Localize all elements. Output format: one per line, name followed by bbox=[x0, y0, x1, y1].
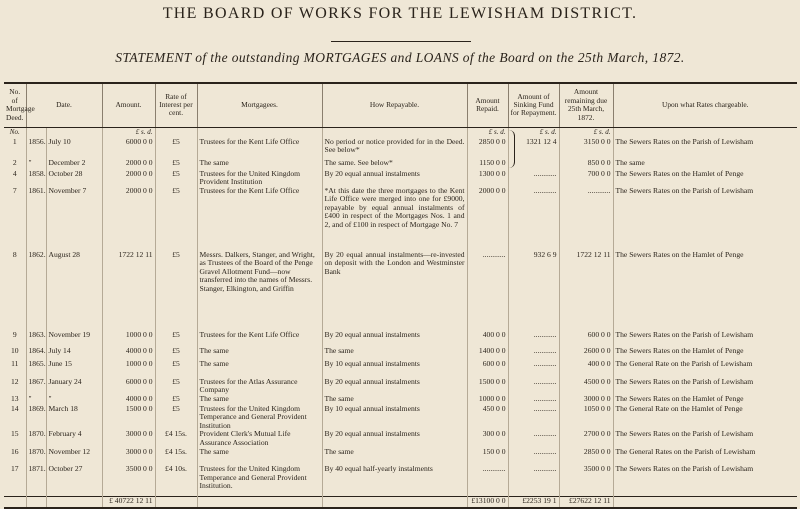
deed-date: December 2 bbox=[46, 159, 102, 170]
remaining-due: 700 0 0 bbox=[559, 170, 613, 187]
deed-number: 9 bbox=[12, 330, 17, 339]
mortgages-table bbox=[4, 82, 797, 509]
sinking-fund: ............ bbox=[508, 170, 559, 187]
amount-repaid: 600 0 0 bbox=[467, 360, 508, 378]
deed-year: 1863. bbox=[26, 331, 46, 347]
amount-repaid: 400 0 0 bbox=[467, 331, 508, 347]
remaining-due: 3150 0 0 bbox=[559, 138, 613, 159]
header-mortgagees: Mortgagees. bbox=[197, 83, 322, 127]
total-amount: £ 40722 12 11 bbox=[102, 496, 155, 508]
header-sinking-fund: Amount of Sinking Fund for Repayment. bbox=[508, 83, 559, 127]
mortgagees: Trustees for the United Kingdom Temperance and General Provident Institution. bbox=[197, 465, 322, 496]
deed-date: November 19 bbox=[46, 331, 102, 347]
deed-amount: 1000 0 0 bbox=[102, 331, 155, 347]
table-row bbox=[4, 405, 797, 431]
sinking-fund: ............ bbox=[508, 430, 559, 448]
mortgagees: Trustees for the Kent Life Office bbox=[197, 187, 322, 251]
deed-number: 15 bbox=[10, 430, 19, 438]
deed-date: " bbox=[46, 395, 102, 405]
how-repayable: By 20 equal annual instalments bbox=[322, 170, 467, 187]
amount-repaid: 1500 0 0 bbox=[467, 378, 508, 395]
rates-chargeable: The Sewers Rates on the Parish of Lewisham bbox=[613, 465, 797, 496]
deed-date: March 18 bbox=[46, 405, 102, 431]
rates-chargeable: The Sewers Rates on the Parish of Lewisham bbox=[613, 138, 797, 159]
deed-date: July 10 bbox=[46, 138, 102, 159]
rates-chargeable: The General Rate on the Hamlet of Penge bbox=[613, 405, 797, 431]
sinking-fund: ............ bbox=[508, 465, 559, 496]
rates-chargeable: The General Rate on the Parish of Lewisham bbox=[613, 360, 797, 378]
interest-rate: £5 bbox=[155, 378, 197, 395]
totals-row bbox=[4, 496, 797, 508]
total-remaining: £27622 12 11 bbox=[559, 496, 613, 508]
unit-remaining: £ s. d. bbox=[559, 127, 613, 138]
deed-date: August 28 bbox=[46, 251, 102, 331]
deed-date: February 4 bbox=[46, 430, 102, 448]
remaining-due: 1722 12 11 bbox=[559, 251, 613, 331]
interest-rate: £5 bbox=[155, 331, 197, 347]
table-row bbox=[4, 378, 797, 395]
title-divider bbox=[331, 41, 471, 42]
remaining-due: 400 0 0 bbox=[559, 360, 613, 378]
rates-chargeable: The Sewers Rates on the Parish of Lewisham bbox=[613, 331, 797, 347]
how-repayable: By 10 equal annual instalments bbox=[322, 405, 467, 431]
header-date: Date. bbox=[26, 83, 102, 127]
table-row bbox=[4, 187, 797, 251]
interest-rate: £5 bbox=[155, 395, 197, 405]
deed-year: " bbox=[26, 159, 46, 170]
rates-chargeable: The Sewers Rates on the Parish of Lewisham bbox=[613, 430, 797, 448]
rates-chargeable: The Sewers Rates on the Hamlet of Penge bbox=[613, 251, 797, 331]
how-repayable: By 20 equal annual instalments bbox=[322, 430, 467, 448]
interest-rate: £5 bbox=[155, 405, 197, 431]
deed-year: 1871. bbox=[26, 465, 46, 496]
table-row bbox=[4, 159, 797, 170]
deed-amount: 1000 0 0 bbox=[102, 360, 155, 378]
amount-repaid: 1400 0 0 bbox=[467, 347, 508, 360]
table-row bbox=[4, 430, 797, 448]
table-row bbox=[4, 448, 797, 465]
unit-no: No. bbox=[9, 127, 20, 136]
rates-chargeable: The Sewers Rates on the Hamlet of Penge bbox=[613, 170, 797, 187]
mortgagees: The same bbox=[197, 395, 322, 405]
amount-repaid: ............ bbox=[467, 251, 508, 331]
total-sinking: £2253 19 1 bbox=[508, 496, 559, 508]
deed-number: 12 bbox=[10, 377, 19, 386]
amount-repaid: 1000 0 0 bbox=[467, 395, 508, 405]
deed-year: 1870. bbox=[26, 448, 46, 465]
deed-date: June 15 bbox=[46, 360, 102, 378]
remaining-due: 1050 0 0 bbox=[559, 405, 613, 431]
table-row bbox=[4, 251, 797, 331]
sinking-fund-brace bbox=[509, 130, 515, 168]
remaining-due: 2700 0 0 bbox=[559, 430, 613, 448]
amount-repaid: 300 0 0 bbox=[467, 430, 508, 448]
interest-rate: £5 bbox=[155, 360, 197, 378]
deed-amount: 6000 0 0 bbox=[102, 138, 155, 159]
how-repayable: By 40 equal half-yearly instalments bbox=[322, 465, 467, 496]
sinking-fund: ............ bbox=[508, 360, 559, 378]
interest-rate: £4 15s. bbox=[155, 430, 197, 448]
deed-date: July 14 bbox=[46, 347, 102, 360]
remaining-due: ............ bbox=[559, 187, 613, 251]
sinking-fund: ............ bbox=[508, 347, 559, 360]
amount-repaid: ............ bbox=[467, 465, 508, 496]
sinking-fund: ............ bbox=[508, 187, 559, 251]
rates-chargeable: The Sewers Rates on the Hamlet of Penge bbox=[613, 395, 797, 405]
unit-repaid: £ s. d. bbox=[467, 127, 508, 138]
amount-repaid: 1150 0 0 bbox=[467, 159, 508, 170]
deed-amount: 4000 0 0 bbox=[102, 395, 155, 405]
interest-rate: £5 bbox=[155, 251, 197, 331]
remaining-due: 2850 0 0 bbox=[559, 448, 613, 465]
amount-repaid: 2000 0 0 bbox=[467, 187, 508, 251]
deed-year: 1870. bbox=[26, 430, 46, 448]
table-row bbox=[4, 360, 797, 378]
rates-chargeable: The same bbox=[613, 159, 797, 170]
deed-number: 13 bbox=[10, 394, 19, 403]
header-row bbox=[4, 83, 797, 127]
mortgagees: Provident Clerk's Mutual Life Assurance Association bbox=[197, 430, 322, 448]
sinking-fund: ............ bbox=[508, 378, 559, 395]
deed-amount: 1722 12 11 bbox=[102, 251, 155, 331]
deed-year: 1858. bbox=[26, 170, 46, 187]
interest-rate: £5 bbox=[155, 187, 197, 251]
deed-amount: 3000 0 0 bbox=[102, 448, 155, 465]
deed-year: 1869. bbox=[26, 405, 46, 431]
mortgagees: Trustees for the United Kingdom Temperance and General Provident Institution bbox=[197, 405, 322, 431]
sinking-fund bbox=[508, 159, 559, 170]
header-amount: Amount. bbox=[102, 83, 155, 127]
table-row bbox=[4, 138, 797, 159]
deed-amount: 2000 0 0 bbox=[102, 170, 155, 187]
deed-amount: 2000 0 0 bbox=[102, 187, 155, 251]
header-rates-chargeable: Upon what Rates chargeable. bbox=[613, 83, 797, 127]
how-repayable: The same. See below* bbox=[322, 159, 467, 170]
mortgagees: The same bbox=[197, 347, 322, 360]
header-rate: Rate of Interest per cent. bbox=[155, 83, 197, 127]
amount-repaid: 450 0 0 bbox=[467, 405, 508, 431]
mortgagees: The same bbox=[197, 159, 322, 170]
rates-chargeable: The Sewers Rates on the Parish of Lewisham bbox=[613, 187, 797, 251]
deed-date: October 28 bbox=[46, 170, 102, 187]
mortgagees: The same bbox=[197, 448, 322, 465]
deed-date: November 7 bbox=[46, 187, 102, 251]
deed-number: 1 bbox=[12, 137, 17, 146]
sinking-fund: ............ bbox=[508, 395, 559, 405]
page-title: THE BOARD OF WORKS FOR THE LEWISHAM DISTRICT. bbox=[162, 5, 638, 22]
units-row bbox=[4, 127, 797, 138]
header-remaining-due: Amount remaining due 25th March, 1872. bbox=[559, 83, 613, 127]
remaining-due: 850 0 0 bbox=[559, 159, 613, 170]
amount-repaid: 1300 0 0 bbox=[467, 170, 508, 187]
deed-date: November 12 bbox=[46, 448, 102, 465]
deed-year: " bbox=[26, 395, 46, 405]
mortgagees: Messrs. Dalkers, Stanger, and Wright, as Trustees of the Board of the Penge Gravel Allotment Fund—now transferred into the names of Messrs. Stanger, Elkington, and Griffin bbox=[197, 251, 322, 331]
deed-amount: 1500 0 0 bbox=[102, 405, 155, 431]
deed-date: October 27 bbox=[46, 465, 102, 496]
how-repayable: By 20 equal annual instalments bbox=[322, 331, 467, 347]
mortgagees: Trustees for the Kent Life Office bbox=[197, 138, 322, 159]
deed-year: 1864. bbox=[26, 347, 46, 360]
how-repayable: By 10 equal annual instalments bbox=[322, 360, 467, 378]
deed-amount: 3500 0 0 bbox=[102, 465, 155, 496]
deed-number: 4 bbox=[12, 169, 17, 178]
sinking-fund: ............ bbox=[508, 405, 559, 431]
mortgagees: Trustees for the Atlas Assurance Company bbox=[197, 378, 322, 395]
remaining-due: 3000 0 0 bbox=[559, 395, 613, 405]
deed-number: 10 bbox=[10, 346, 19, 355]
interest-rate: £5 bbox=[155, 347, 197, 360]
how-repayable: *At this date the three mortgages to the Kent Life Office were merged into one for £9000, repayable by equal annual instalments of £400 in respect of the Mortgages Nos. 1 and 2, and of £100 in respect of Mortgage No. 7 bbox=[322, 187, 467, 251]
sinking-fund: ............ bbox=[508, 448, 559, 465]
header-how-repayable: How Repayable. bbox=[322, 83, 467, 127]
mortgagees: Trustees for the Kent Life Office bbox=[197, 331, 322, 347]
table-row bbox=[4, 331, 797, 347]
how-repayable: The same bbox=[322, 448, 467, 465]
deed-amount: 3000 0 0 bbox=[102, 430, 155, 448]
deed-number: 7 bbox=[12, 186, 17, 195]
unit-sinking: £ s. d. bbox=[508, 127, 559, 138]
deed-year: 1862. bbox=[26, 251, 46, 331]
sinking-fund: 1321 12 4 bbox=[508, 138, 559, 159]
remaining-due: 4500 0 0 bbox=[559, 378, 613, 395]
remaining-due: 2600 0 0 bbox=[559, 347, 613, 360]
header-amount-repaid: Amount Repaid. bbox=[467, 83, 508, 127]
mortgagees: Trustees for the United Kingdom Provident Institution bbox=[197, 170, 322, 187]
deed-amount: 4000 0 0 bbox=[102, 347, 155, 360]
interest-rate: £5 bbox=[155, 138, 197, 159]
interest-rate: £4 10s. bbox=[155, 465, 197, 496]
deed-year: 1867. bbox=[26, 378, 46, 395]
statement-subtitle: STATEMENT of the outstanding MORTGAGES and LOANS of the Board on the 25th March, 1872. bbox=[115, 50, 685, 65]
how-repayable: By 20 equal annual instalments—re-invested on deposit with the London and Westminster Bank bbox=[322, 251, 467, 331]
unit-amount: £ s. d. bbox=[102, 127, 155, 138]
how-repayable: The same bbox=[322, 347, 467, 360]
deed-number: 8 bbox=[12, 250, 17, 259]
rates-chargeable: The Sewers Rates on the Hamlet of Penge bbox=[613, 347, 797, 360]
sinking-fund: 932 6 9 bbox=[508, 251, 559, 331]
remaining-due: 3500 0 0 bbox=[559, 465, 613, 496]
deed-date: January 24 bbox=[46, 378, 102, 395]
amount-repaid: 150 0 0 bbox=[467, 448, 508, 465]
how-repayable: The same bbox=[322, 395, 467, 405]
deed-year: 1856. bbox=[26, 138, 46, 159]
deed-amount: 2000 0 0 bbox=[102, 159, 155, 170]
total-repaid: £13100 0 0 bbox=[467, 496, 508, 508]
amount-repaid: 2850 0 0 bbox=[467, 138, 508, 159]
deed-year: 1865. bbox=[26, 360, 46, 378]
deed-number: 2 bbox=[12, 158, 17, 167]
interest-rate: £4 15s. bbox=[155, 448, 197, 465]
how-repayable: No period or notice provided for in the Deed. See below* bbox=[322, 138, 467, 159]
deed-number: 14 bbox=[10, 404, 19, 413]
table-row bbox=[4, 347, 797, 360]
table-row bbox=[4, 395, 797, 405]
rates-chargeable: The Sewers Rates on the Parish of Lewisham bbox=[613, 378, 797, 395]
table-row bbox=[4, 170, 797, 187]
interest-rate: £5 bbox=[155, 159, 197, 170]
interest-rate: £5 bbox=[155, 170, 197, 187]
deed-amount: 6000 0 0 bbox=[102, 378, 155, 395]
remaining-due: 600 0 0 bbox=[559, 331, 613, 347]
mortgagees: The same bbox=[197, 360, 322, 378]
how-repayable: By 20 equal annual instalments bbox=[322, 378, 467, 395]
deed-number: 16 bbox=[10, 448, 19, 456]
deed-year: 1861. bbox=[26, 187, 46, 251]
sinking-fund: ............ bbox=[508, 331, 559, 347]
deed-number: 17 bbox=[10, 465, 19, 473]
deed-number: 11 bbox=[11, 359, 19, 368]
header-no: No. of Mortgage Deed. bbox=[4, 83, 26, 127]
rates-chargeable: The General Rates on the Parish of Lewisham bbox=[613, 448, 797, 465]
